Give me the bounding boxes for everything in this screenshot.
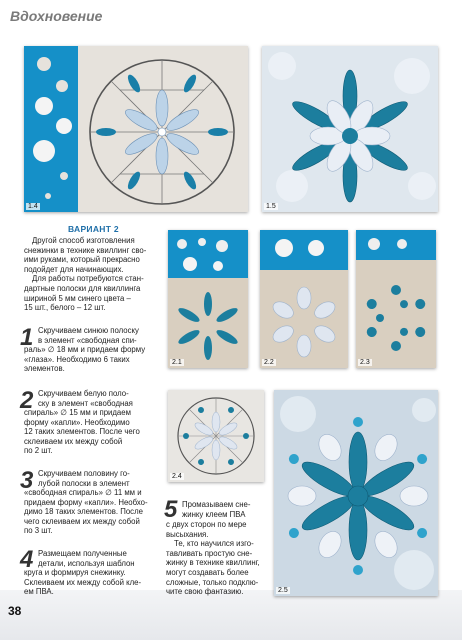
intro-paragraph: [24, 236, 164, 313]
step-3-text-cont: [24, 488, 166, 536]
photo-1-5-snowflake: [262, 46, 438, 212]
step-line: элементов.: [24, 364, 65, 374]
step-line: круга и формируя снежинку.: [24, 568, 126, 577]
step-1-text: [38, 326, 166, 345]
materials-line: Для работы потребуются стан-: [32, 274, 144, 284]
step-line: «свободная спираль» ∅ 11 мм и: [24, 488, 142, 497]
page-number: 38: [8, 604, 22, 618]
step-line: склеиваем их между собой: [24, 436, 123, 446]
step-line: лубой полоски в элемент: [38, 478, 130, 488]
materials-line: шириной 5 мм синего цвета –: [24, 293, 131, 303]
step-number: 1: [20, 324, 34, 351]
materials-line: 15 шт., белого – 12 шт.: [24, 303, 106, 313]
step-4-text-cont: [24, 568, 166, 597]
step-line: сложные, только подклю-: [166, 577, 259, 587]
step-line: Склеиваем их между собой кле-: [24, 577, 142, 587]
intro-line: подойдет для начинающих.: [24, 264, 124, 274]
photo-2-2-step: [260, 230, 348, 368]
step-line: форму «капли». Необходимо: [24, 417, 130, 427]
step-line: спираль» ∅ 15 мм и придаем: [24, 408, 131, 417]
photo-label: 2.2: [264, 359, 274, 366]
step-line: ем ПВА.: [24, 587, 54, 597]
step-line: могут создавать более: [166, 567, 249, 577]
step-line: с двух сторон по мере: [166, 520, 247, 529]
step-line: Скручиваем синюю полоску: [38, 326, 139, 335]
step-line: жинку клеем ПВА: [182, 509, 246, 519]
step-line: Скручиваем половину го-: [38, 469, 130, 478]
photo-2-5-final: [274, 390, 438, 596]
step-number: 3: [20, 467, 34, 494]
step-line: чего склеиваем их между собой: [24, 516, 140, 526]
step-5-text-cont: [166, 520, 274, 597]
materials-line: дартные полоски для квиллинга: [24, 283, 141, 293]
step-line: Размещаем полученные: [38, 549, 127, 558]
step-line: Скручиваем белую поло-: [38, 389, 129, 398]
intro-line: снежинки в технике квиллинг сво-: [24, 245, 147, 255]
step-line: раль» ∅ 18 мм и придаем форму: [24, 345, 146, 354]
step-2-text-cont: [24, 408, 166, 456]
intro-line: ими руками, который прекрасно: [24, 255, 140, 265]
step-line: высыхания.: [166, 529, 209, 539]
step-line: по 2 шт.: [24, 446, 53, 456]
photo-label: 2.4: [172, 473, 182, 480]
intro-line: Другой способ изготовления: [32, 236, 135, 245]
photo-2-1-step: [168, 230, 248, 368]
bottom-photo-band: [0, 590, 462, 640]
step-1-text-cont: [24, 345, 166, 374]
photo-2-4-step: [168, 390, 264, 482]
step-line: тавливать простую сне-: [166, 548, 253, 558]
step-line: придаем форму «капли». Необхо-: [24, 497, 148, 507]
step-number: 2: [20, 387, 34, 414]
step-line: жинку в технике квиллинг,: [166, 558, 260, 568]
step-line: в элемент «свободная спи-: [38, 335, 137, 345]
step-2-text: [38, 389, 166, 408]
step-5-text: [182, 500, 274, 519]
photo-2-3-step: [356, 230, 436, 368]
step-3-text: [38, 469, 166, 488]
variant-title: ВАРИАНТ 2: [68, 224, 119, 234]
step-line: димо 18 таких элементов. После: [24, 507, 143, 517]
step-line: Те, кто научился изго-: [174, 539, 254, 549]
photo-label: 2.1: [172, 359, 182, 366]
section-header: Вдохновение: [10, 8, 103, 24]
photo-label: 2.3: [360, 359, 370, 366]
step-line: 12 таких элементов. После чего: [24, 427, 140, 437]
photo-label: 1.5: [266, 203, 276, 210]
step-line: по 3 шт.: [24, 526, 53, 536]
photo-label: 2.5: [278, 587, 288, 594]
step-4-text: [38, 549, 166, 568]
step-line: Промазываем сне-: [182, 500, 251, 509]
step-line: детали, используя шаблон: [38, 558, 135, 568]
step-line: ску в элемент «свободная: [38, 398, 133, 408]
photo-1-4-template: [24, 46, 248, 212]
step-number: 4: [20, 546, 34, 573]
step-line: «глаза». Необходимо 6 таких: [24, 354, 130, 364]
step-line: чите свою фантазию.: [166, 587, 244, 597]
photo-label: 1.4: [28, 203, 38, 210]
step-number: 5: [164, 496, 178, 523]
